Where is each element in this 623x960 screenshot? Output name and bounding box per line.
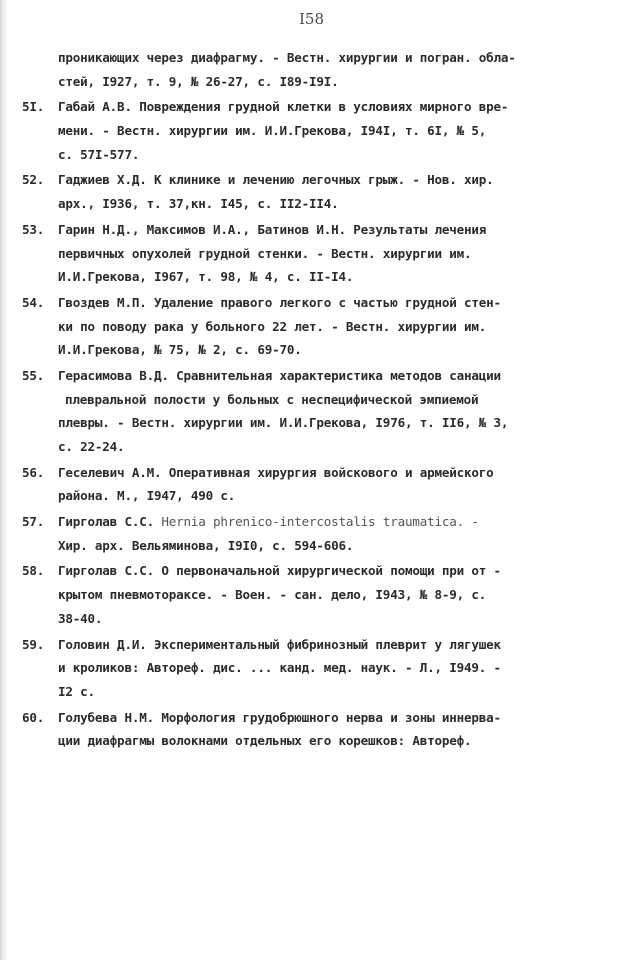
entry-number: 56.	[22, 464, 45, 480]
entry-line: Хир. арх. Вельяминова, I9I0, с. 594-606.	[58, 537, 354, 553]
entry-line: с. 57I-577.	[58, 146, 140, 162]
entry-line: района. М., I947, 490 с.	[58, 488, 236, 504]
entry-number: 59.	[22, 636, 45, 652]
entry-line: арх., I936, т. 37,кн. I45, с. II2-II4.	[58, 196, 339, 212]
entry-line: проникающих через диафрагму. - Вестн. хирургии и погран. обла-	[58, 50, 516, 65]
bibliography-entry	[0, 510, 623, 557]
bibliography-entry	[0, 168, 623, 215]
entry-line: Геселевич А.М. Оперативная хирургия войскового и армейского	[58, 464, 494, 480]
entry-line: Герасимова В.Д. Сравнительная характеристика методов санации	[58, 367, 501, 383]
entry-line: плевральной полости у больных с неспецифической эмпиемой	[65, 391, 479, 407]
entry-number: 55.	[22, 367, 45, 383]
entry-line: Гвоздев М.П. Удаление правого легкого с частью грудной стен-	[58, 294, 501, 310]
entry-number: 60.	[22, 709, 45, 725]
entry-line: первичных опухолей грудной стенки. - Вестн. хирургии им.	[58, 245, 472, 261]
entry-line: И.И.Грекова, № 75, № 2, с. 69-70.	[58, 342, 302, 358]
latin-title: Hernia phrenico-intercostalis traumatica. -	[161, 514, 479, 530]
entry-line: Гирголав С.С.	[58, 514, 162, 530]
entry-line: и кроликов: Автореф. дис. ... канд. мед. наук. - Л., I949. -	[58, 660, 501, 676]
entry-line: И.И.Грекова, I967, т. 98, № 4, с. II-I4.	[58, 269, 354, 285]
entry-line: I2 с.	[58, 683, 95, 699]
entry-line: 38-40.	[58, 610, 103, 626]
bibliography-entry	[0, 633, 623, 704]
entry-line: с. 22-24.	[58, 439, 125, 454]
entry-line: плевры. - Вестн. хирургии им. И.И.Грекова, I976, т. II6, № 3,	[58, 415, 509, 431]
entry-number: 53.	[22, 221, 45, 237]
entry-number: 58.	[22, 563, 45, 579]
bibliography-entry	[0, 291, 623, 362]
bibliography-entry	[0, 46, 623, 93]
entry-line: Голубева Н.М. Морфология грудобрюшного нерва и зоны иннерва-	[58, 709, 501, 725]
bibliography-page	[0, 46, 623, 753]
entry-line: стей, I927, т. 9, № 26-27, с. I89-I9I.	[58, 73, 339, 89]
entry-line: Габай А.В. Повреждения грудной клетки в условиях мирного вре-	[58, 99, 509, 115]
bibliography-entry	[0, 706, 623, 753]
entry-number: 5I.	[22, 99, 45, 115]
bibliography-entry	[0, 364, 623, 459]
entry-number: 57.	[22, 514, 45, 530]
entry-line: Гарин Н.Д., Максимов И.А., Батинов И.Н. Результаты лечения	[58, 221, 487, 237]
entry-line: Головин Д.И. Экспериментальный фибринозный плеврит у лягушек	[58, 636, 501, 652]
bibliography-entry	[0, 95, 623, 166]
entry-line: крытом пневмотораксе. - Воен. - сан. дело, I943, № 8-9, с.	[58, 587, 487, 603]
entry-line: Гирголав С.С. О первоначальной хирургической помощи при от -	[58, 563, 501, 579]
entry-line: ки по поводу рака у больного 22 лет. - Вестн. хирургии им.	[58, 318, 487, 334]
entry-number: 54.	[22, 294, 45, 310]
bibliography-entry	[0, 559, 623, 630]
entry-line: мени. - Вестн. хирургии им. И.И.Грекова, I94I, т. 6I, № 5,	[58, 123, 487, 139]
entry-line: ции диафрагмы волокнами отдельных его корешков: Автореф.	[58, 733, 472, 749]
bibliography-entry	[0, 461, 623, 508]
page-number: I58	[298, 10, 324, 28]
entry-number: 52.	[22, 172, 45, 188]
entry-line: Гаджиев Х.Д. К клинике и лечению легочных грыж. - Нов. хир.	[58, 172, 494, 188]
bibliography-entry	[0, 218, 623, 289]
